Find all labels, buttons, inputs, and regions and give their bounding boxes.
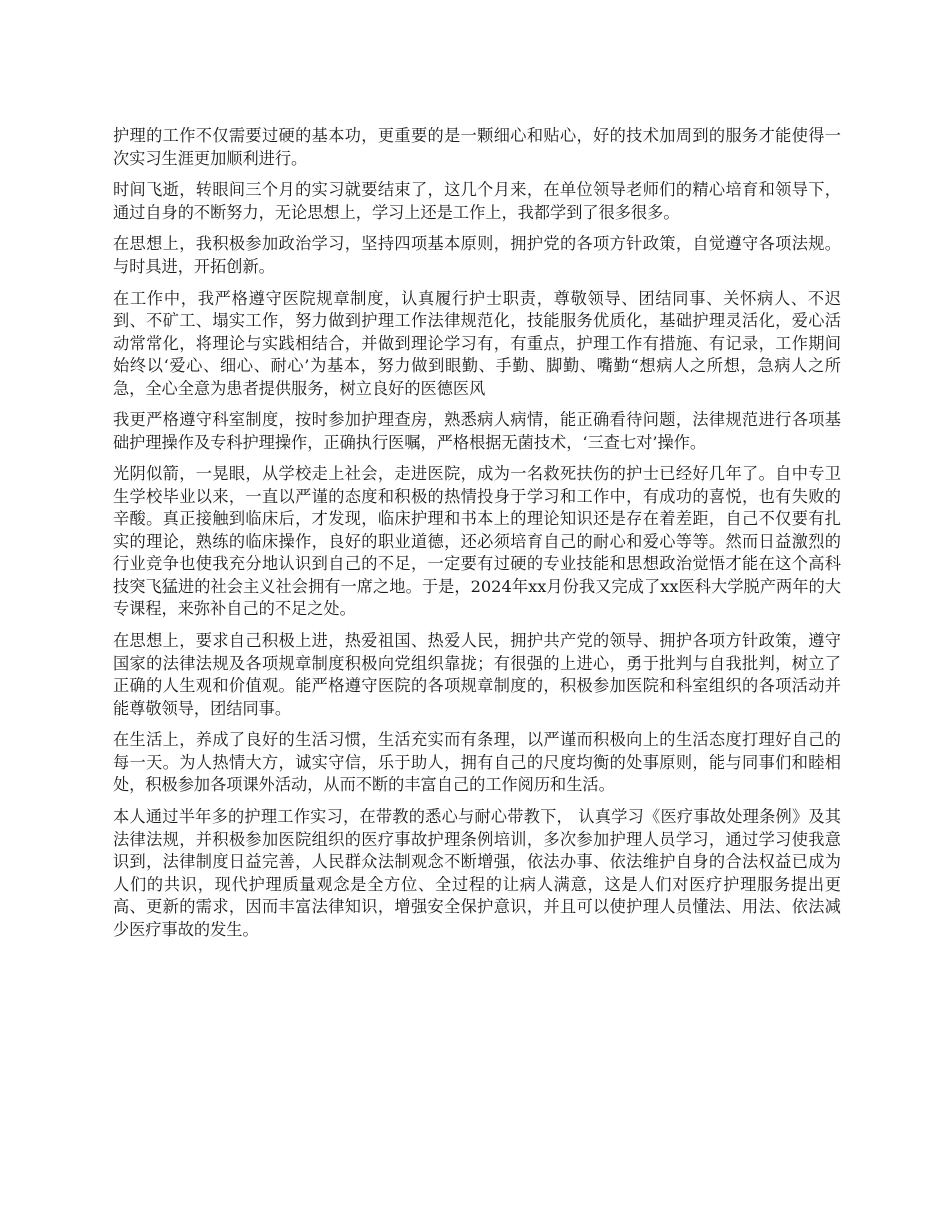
paragraph-3: 在思想上，我积极参加政治学习，坚持四项基本原则，拥护党的各项方针政策，自觉遵守各项法规。与时具进，开拓创新。 — [113, 234, 841, 276]
paragraph-8: 在生活上，养成了良好的生活习惯，生活充实而有条理，以严谨而积极向上的生活态度打理好自己的每一天。为人热情大方，诚实守信，乐于助人，拥有自己的尺度均衡的处事原则，能与同事们和睦相处，积极参加各项课外活动，从而不断的丰富自己的工作阅历和生活。 — [113, 730, 841, 795]
paragraph-6: 光阴似箭，一晃眼，从学校走上社会，走进医院，成为一名救死扶伤的护士已经好几年了。自中专卫生学校毕业以来，一直以严谨的态度和积极的热情投身于学习和工作中，有成功的喜悦，也有失败的辛酸。真正接触到临床后，才发现，临床护理和书本上的理论知识还是存在着差距，自己不仅要有扎实的理论，熟练的临床操作，良好的职业道德，还必须培育自己的耐心和爱心等等。然而日益激烈的行业竞争也使我充分地认识到自己的不足，一定要有过硬的专业技能和思想政治觉悟才能在这个高科技突飞猛进的社会主义社会拥有一席之地。于是，2024年xx月份我又完成了xx医科大学脱产两年的大专课程，来弥补自己的不足之处。 — [113, 464, 841, 619]
document-body — [113, 125, 841, 950]
paragraph-2: 时间飞逝，转眼间三个月的实习就要结束了，这几个月来，在单位领导老师们的精心培育和领导下，通过自身的不断努力，无论思想上，学习上还是工作上，我都学到了很多很多。 — [113, 180, 841, 222]
paragraph-5: 我更严格遵守科室制度，按时参加护理查房，熟悉病人病情，能正确看待问题，法律规范进行各项基础护理操作及专科护理操作，正确执行医嘱，严格根据无菌技术，‘三查七对’操作。 — [113, 410, 841, 452]
paragraph-9: 本人通过半年多的护理工作实习，在带教的悉心与耐心带教下， 认真学习《医疗事故处理条例》及其法律法规，并积极参加医院组织的医疗事故护理条例培训，多次参加护理人员学习，通过学习使我意识到，法律制度日益完善，人民群众法制观念不断增强，依法办事、依法维护自身的合法权益已成为人们的共识，现代护理质量观念是全方位、全过程的让病人满意，这是人们对医疗护理服务提出更高、更新的需求，因而丰富法律知识，增强安全保护意识，并且可以使护理人员懂法、用法、依法减少医疗事故的发生。 — [113, 807, 841, 939]
paragraph-4: 在工作中，我严格遵守医院规章制度，认真履行护士职责，尊敬领导、团结同事、关怀病人、不迟到、不矿工、塌实工作，努力做到护理工作法律规范化，技能服务优质化，基础护理灵活化，爱心活动常常化，将理论与实践相结合，并做到理论学习有，有重点，护理工作有措施、有记录，工作期间始终以‘爱心、细心、耐心’为基本，努力做到眼勤、手勤、脚勤、嘴勤“想病人之所想，急病人之所急，全心全意为患者提供服务，树立良好的医德医风 — [113, 288, 841, 398]
paragraph-7: 在思想上，要求自己积极上进，热爱祖国、热爱人民，拥护共产党的领导、拥护各项方针政策，遵守国家的法律法规及各项规章制度积极向党组织靠拢；有很强的上进心，勇于批判与自我批判，树立了正确的人生观和价值观。能严格遵守医院的各项规章制度的，积极参加医院和科室组织的各项活动并能尊敬领导，团结同事。 — [113, 631, 841, 718]
paragraph-1: 护理的工作不仅需要过硬的基本功，更重要的是一颗细心和贴心，好的技术加周到的服务才能使得一次实习生涯更加顺利进行。 — [113, 126, 841, 168]
